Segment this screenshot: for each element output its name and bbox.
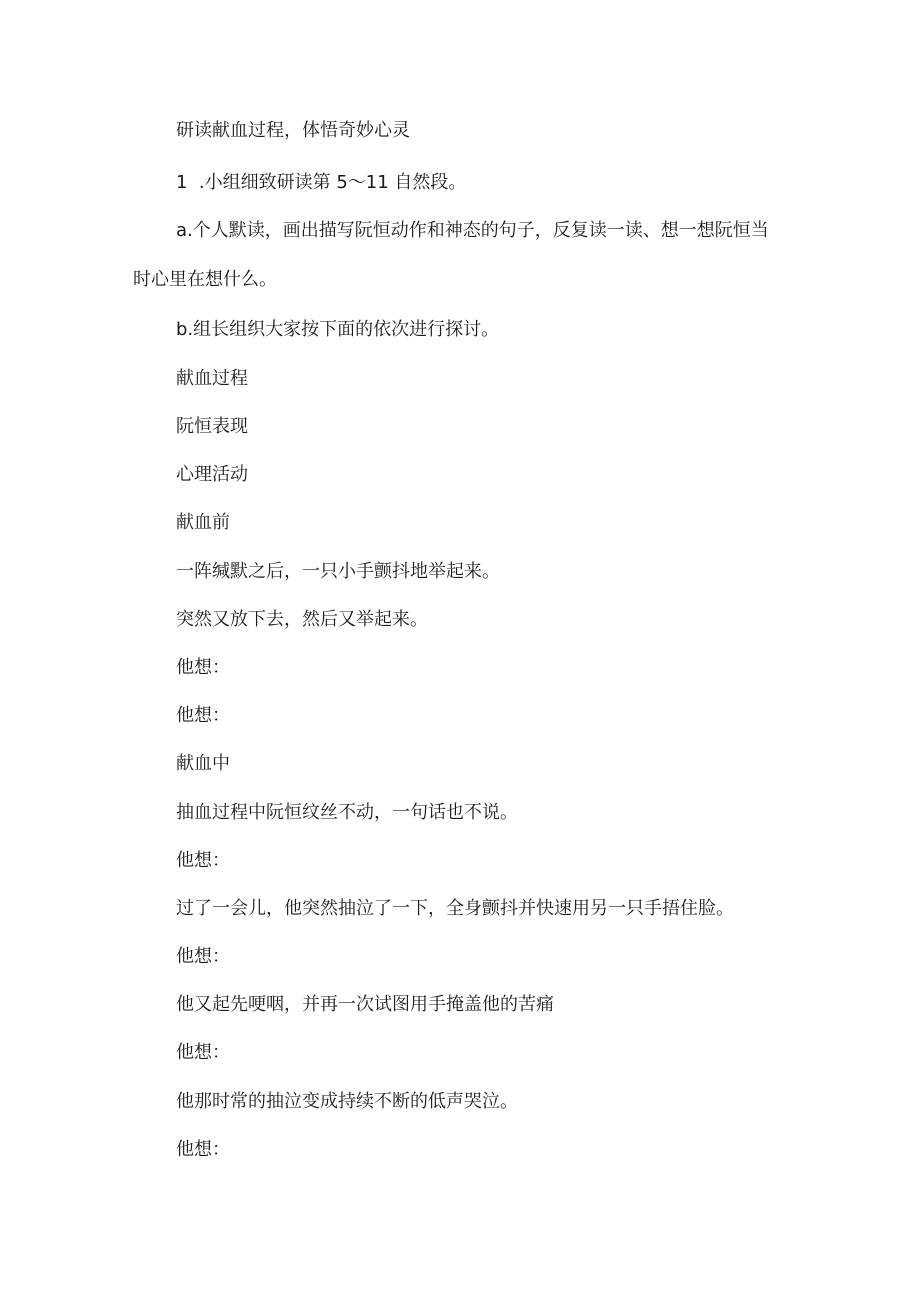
stage-before: 献血前 bbox=[176, 512, 230, 533]
column-header-process: 献血过程 bbox=[176, 368, 248, 389]
before-think-2: 他想： bbox=[176, 705, 230, 726]
before-behavior-1: 一阵缄默之后，一只小手颤抖地举起来。 bbox=[176, 561, 500, 582]
stage-during: 献血中 bbox=[176, 753, 230, 774]
during-behavior-2: 过了一会儿，他突然抽泣了一下，全身颤抖并快速用另一只手捂住脸。 bbox=[176, 898, 734, 919]
during-behavior-3: 他又起先哽咽，并再一次试图用手掩盖他的苦痛 bbox=[176, 994, 554, 1015]
step-a-line-2: 时心里在想什么。 bbox=[133, 269, 277, 290]
during-behavior-4: 他那时常的抽泣变成持续不断的低声哭泣。 bbox=[176, 1091, 518, 1112]
step-a-line-1: a.个人默读，画出描写阮恒动作和神态的句子，反复读一读、想一想阮恒当 bbox=[176, 220, 769, 241]
column-header-mind: 心理活动 bbox=[176, 464, 248, 485]
step-1: 1 .小组细致研读第 5～11 自然段。 bbox=[176, 172, 467, 193]
step-b: b.组长组织大家按下面的依次进行探讨。 bbox=[176, 319, 500, 340]
during-think-2: 他想： bbox=[176, 946, 230, 967]
during-behavior-1: 抽血过程中阮恒纹丝不动，一句话也不说。 bbox=[176, 802, 518, 823]
during-think-3: 他想： bbox=[176, 1042, 230, 1063]
section-heading: 研读献血过程，体悟奇妙心灵 bbox=[176, 120, 410, 141]
during-think-1: 他想： bbox=[176, 850, 230, 871]
during-think-4: 他想： bbox=[176, 1139, 230, 1160]
before-think-1: 他想： bbox=[176, 657, 230, 678]
before-behavior-2: 突然又放下去，然后又举起来。 bbox=[176, 609, 428, 630]
column-header-behavior: 阮恒表现 bbox=[176, 416, 248, 437]
